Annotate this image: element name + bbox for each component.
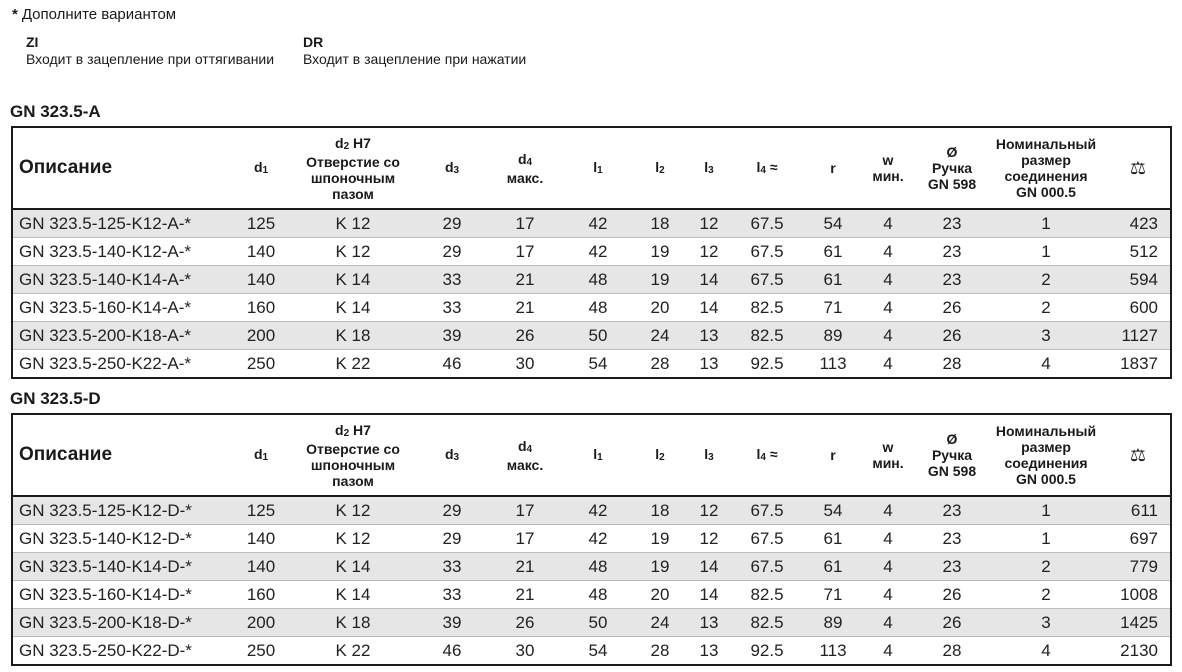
cell-d3: 33 xyxy=(422,553,482,581)
header-w: w мин. xyxy=(858,127,918,209)
cell-d2: K 14 xyxy=(284,294,422,322)
cell-l2: 28 xyxy=(628,350,692,379)
cell-weight: 1127 xyxy=(1106,322,1171,350)
variant-description: Входит в зацепление при нажатии xyxy=(303,51,527,67)
cell-description: GN 323.5-200-K18-A-* xyxy=(12,322,238,350)
cell-l3: 14 xyxy=(692,553,726,581)
header-handle: Ø Ручка GN 598 xyxy=(918,127,986,209)
cell-d4: 17 xyxy=(482,209,568,238)
footnote-star: * xyxy=(12,6,18,23)
cell-description: GN 323.5-140-K14-A-* xyxy=(12,266,238,294)
cell-w: 4 xyxy=(858,238,918,266)
cell-l2: 19 xyxy=(628,553,692,581)
cell-l1: 54 xyxy=(568,350,628,379)
footnote xyxy=(12,6,176,23)
cell-r: 71 xyxy=(808,294,858,322)
variant-code: DR xyxy=(303,34,324,50)
cell-d3: 33 xyxy=(422,581,482,609)
cell-l1: 48 xyxy=(568,581,628,609)
cell-l4: 67.5 xyxy=(726,525,808,553)
cell-handle: 23 xyxy=(918,496,986,525)
cell-handle: 28 xyxy=(918,637,986,666)
header-nominal-size: Номинальный размер соединения GN 000.5 xyxy=(986,414,1106,496)
cell-d4: 17 xyxy=(482,238,568,266)
cell-d3: 29 xyxy=(422,209,482,238)
cell-w: 4 xyxy=(858,496,918,525)
cell-l1: 54 xyxy=(568,637,628,666)
table-row xyxy=(12,581,1171,609)
cell-nominal-size: 4 xyxy=(986,637,1106,666)
cell-handle: 28 xyxy=(918,350,986,379)
cell-d4: 17 xyxy=(482,496,568,525)
cell-d1: 200 xyxy=(238,609,284,637)
table-row xyxy=(12,637,1171,666)
cell-d4: 21 xyxy=(482,581,568,609)
cell-w: 4 xyxy=(858,350,918,379)
cell-d4: 30 xyxy=(482,637,568,666)
cell-l4: 67.5 xyxy=(726,496,808,525)
cell-d2: K 14 xyxy=(284,266,422,294)
header-l1: $l_1$ xyxy=(568,414,628,496)
cell-weight: 600 xyxy=(1106,294,1171,322)
cell-weight: 2130 xyxy=(1106,637,1171,666)
cell-l2: 20 xyxy=(628,294,692,322)
table-row xyxy=(12,266,1171,294)
header-row xyxy=(12,414,1171,496)
cell-d4: 21 xyxy=(482,294,568,322)
cell-l2: 20 xyxy=(628,581,692,609)
table-row xyxy=(12,350,1171,379)
variant-code: ZI xyxy=(26,34,39,50)
cell-l1: 42 xyxy=(568,525,628,553)
variant-dr xyxy=(303,34,526,67)
cell-description: GN 323.5-250-K22-D-* xyxy=(12,637,238,666)
cell-description: GN 323.5-250-K22-A-* xyxy=(12,350,238,379)
cell-weight: 779 xyxy=(1106,553,1171,581)
header-l3: $l_3$ xyxy=(692,127,726,209)
cell-weight: 697 xyxy=(1106,525,1171,553)
header-d4: $d_4$ макс. xyxy=(482,414,568,496)
cell-d3: 39 xyxy=(422,322,482,350)
cell-d1: 140 xyxy=(238,266,284,294)
header-d2: $d_2$ H7 Отверстие со шпоночным пазом xyxy=(284,127,422,209)
cell-l2: 19 xyxy=(628,525,692,553)
cell-l4: 67.5 xyxy=(726,209,808,238)
cell-r: 54 xyxy=(808,496,858,525)
cell-d4: 30 xyxy=(482,350,568,379)
cell-r: 89 xyxy=(808,322,858,350)
cell-l4: 82.5 xyxy=(726,322,808,350)
footnote-text: Дополните вариантом xyxy=(21,6,177,23)
cell-l1: 50 xyxy=(568,322,628,350)
cell-d1: 160 xyxy=(238,294,284,322)
cell-weight: 423 xyxy=(1106,209,1171,238)
table-row xyxy=(12,294,1171,322)
cell-l3: 12 xyxy=(692,238,726,266)
cell-d1: 200 xyxy=(238,322,284,350)
cell-nominal-size: 1 xyxy=(986,209,1106,238)
cell-l3: 12 xyxy=(692,525,726,553)
table-row xyxy=(12,238,1171,266)
cell-l4: 67.5 xyxy=(726,238,808,266)
cell-l1: 42 xyxy=(568,238,628,266)
cell-l2: 18 xyxy=(628,496,692,525)
cell-d1: 125 xyxy=(238,496,284,525)
cell-d2: K 12 xyxy=(284,238,422,266)
cell-d3: 46 xyxy=(422,637,482,666)
cell-l4: 82.5 xyxy=(726,294,808,322)
cell-d1: 125 xyxy=(238,209,284,238)
header-l3: $l_3$ xyxy=(692,414,726,496)
cell-w: 4 xyxy=(858,609,918,637)
cell-d3: 29 xyxy=(422,238,482,266)
cell-l3: 13 xyxy=(692,637,726,666)
cell-nominal-size: 1 xyxy=(986,238,1106,266)
cell-handle: 23 xyxy=(918,238,986,266)
cell-d2: K 22 xyxy=(284,637,422,666)
variant-description: Входит в зацепление при оттягивании xyxy=(26,51,275,67)
cell-d4: 21 xyxy=(482,553,568,581)
cell-weight: 1008 xyxy=(1106,581,1171,609)
cell-l3: 14 xyxy=(692,294,726,322)
cell-l2: 18 xyxy=(628,209,692,238)
cell-w: 4 xyxy=(858,525,918,553)
cell-l2: 24 xyxy=(628,609,692,637)
cell-w: 4 xyxy=(858,294,918,322)
cell-r: 61 xyxy=(808,238,858,266)
header-description: Описание xyxy=(12,414,238,496)
cell-nominal-size: 4 xyxy=(986,350,1106,379)
cell-weight: 1837 xyxy=(1106,350,1171,379)
cell-r: 113 xyxy=(808,637,858,666)
cell-r: 113 xyxy=(808,350,858,379)
cell-l3: 14 xyxy=(692,266,726,294)
weight-icon: ⚖ xyxy=(1106,414,1171,496)
cell-nominal-size: 1 xyxy=(986,496,1106,525)
section-title-a: GN 323.5-A xyxy=(10,102,101,121)
cell-l1: 50 xyxy=(568,609,628,637)
weight-icon: ⚖ xyxy=(1106,127,1171,209)
cell-nominal-size: 3 xyxy=(986,609,1106,637)
cell-l4: 82.5 xyxy=(726,581,808,609)
cell-d4: 26 xyxy=(482,609,568,637)
cell-description: GN 323.5-140-K12-A-* xyxy=(12,238,238,266)
header-l4: $l_4$ ≈ xyxy=(726,414,808,496)
cell-handle: 26 xyxy=(918,581,986,609)
header-description: Описание xyxy=(12,127,238,209)
cell-d3: 39 xyxy=(422,609,482,637)
header-d3: $d_3$ xyxy=(422,127,482,209)
cell-l1: 48 xyxy=(568,294,628,322)
cell-description: GN 323.5-200-K18-D-* xyxy=(12,609,238,637)
cell-r: 61 xyxy=(808,525,858,553)
spec-table-d xyxy=(11,413,1172,666)
cell-d3: 33 xyxy=(422,266,482,294)
cell-l3: 12 xyxy=(692,496,726,525)
cell-l3: 13 xyxy=(692,609,726,637)
table-row xyxy=(12,322,1171,350)
header-d2: $d_2$ H7 Отверстие со шпоночным пазом xyxy=(284,414,422,496)
cell-nominal-size: 2 xyxy=(986,266,1106,294)
cell-l2: 19 xyxy=(628,266,692,294)
cell-weight: 611 xyxy=(1106,496,1171,525)
cell-weight: 1425 xyxy=(1106,609,1171,637)
cell-l3: 12 xyxy=(692,209,726,238)
spec-table-a xyxy=(11,126,1172,379)
cell-w: 4 xyxy=(858,637,918,666)
cell-d1: 140 xyxy=(238,238,284,266)
cell-weight: 512 xyxy=(1106,238,1171,266)
table-row xyxy=(12,209,1171,238)
cell-w: 4 xyxy=(858,266,918,294)
cell-l4: 67.5 xyxy=(726,553,808,581)
cell-nominal-size: 2 xyxy=(986,294,1106,322)
cell-d4: 26 xyxy=(482,322,568,350)
cell-handle: 26 xyxy=(918,609,986,637)
cell-l4: 92.5 xyxy=(726,350,808,379)
table-row xyxy=(12,496,1171,525)
header-w: w мин. xyxy=(858,414,918,496)
cell-nominal-size: 2 xyxy=(986,553,1106,581)
cell-w: 4 xyxy=(858,553,918,581)
cell-l3: 14 xyxy=(692,581,726,609)
cell-d2: K 14 xyxy=(284,581,422,609)
cell-d2: K 22 xyxy=(284,350,422,379)
header-r: r xyxy=(808,414,858,496)
header-l4: $l_4$ ≈ xyxy=(726,127,808,209)
header-d1: $d_1$ xyxy=(238,127,284,209)
cell-d2: K 12 xyxy=(284,209,422,238)
table-row xyxy=(12,553,1171,581)
cell-nominal-size: 3 xyxy=(986,322,1106,350)
cell-description: GN 323.5-160-K14-A-* xyxy=(12,294,238,322)
cell-l3: 13 xyxy=(692,350,726,379)
cell-d2: K 18 xyxy=(284,322,422,350)
cell-d2: K 12 xyxy=(284,525,422,553)
cell-d4: 21 xyxy=(482,266,568,294)
cell-r: 54 xyxy=(808,209,858,238)
header-l2: $l_2$ xyxy=(628,414,692,496)
cell-weight: 594 xyxy=(1106,266,1171,294)
header-l2: $l_2$ xyxy=(628,127,692,209)
header-d1: $d_1$ xyxy=(238,414,284,496)
cell-l2: 28 xyxy=(628,637,692,666)
cell-d4: 17 xyxy=(482,525,568,553)
cell-l1: 42 xyxy=(568,209,628,238)
cell-d1: 140 xyxy=(238,553,284,581)
cell-d1: 140 xyxy=(238,525,284,553)
cell-d3: 29 xyxy=(422,496,482,525)
cell-handle: 23 xyxy=(918,553,986,581)
cell-handle: 26 xyxy=(918,294,986,322)
header-nominal-size: Номинальный размер соединения GN 000.5 xyxy=(986,127,1106,209)
cell-r: 61 xyxy=(808,553,858,581)
cell-d1: 250 xyxy=(238,637,284,666)
cell-handle: 23 xyxy=(918,209,986,238)
cell-description: GN 323.5-125-K12-D-* xyxy=(12,496,238,525)
cell-l3: 13 xyxy=(692,322,726,350)
header-r: r xyxy=(808,127,858,209)
cell-handle: 23 xyxy=(918,266,986,294)
cell-l2: 19 xyxy=(628,238,692,266)
cell-d1: 250 xyxy=(238,350,284,379)
cell-l1: 48 xyxy=(568,266,628,294)
cell-l4: 67.5 xyxy=(726,266,808,294)
cell-l4: 82.5 xyxy=(726,609,808,637)
header-row xyxy=(12,127,1171,209)
cell-description: GN 323.5-140-K12-D-* xyxy=(12,525,238,553)
variant-zi xyxy=(26,34,274,67)
table-row xyxy=(12,525,1171,553)
cell-d3: 33 xyxy=(422,294,482,322)
cell-r: 71 xyxy=(808,581,858,609)
cell-handle: 26 xyxy=(918,322,986,350)
cell-d3: 29 xyxy=(422,525,482,553)
cell-description: GN 323.5-140-K14-D-* xyxy=(12,553,238,581)
cell-l1: 42 xyxy=(568,496,628,525)
header-d4: $d_4$ макс. xyxy=(482,127,568,209)
cell-w: 4 xyxy=(858,209,918,238)
header-l1: $l_1$ xyxy=(568,127,628,209)
cell-d2: K 18 xyxy=(284,609,422,637)
cell-description: GN 323.5-125-K12-A-* xyxy=(12,209,238,238)
cell-l1: 48 xyxy=(568,553,628,581)
cell-w: 4 xyxy=(858,322,918,350)
cell-d1: 160 xyxy=(238,581,284,609)
cell-d2: K 14 xyxy=(284,553,422,581)
cell-handle: 23 xyxy=(918,525,986,553)
table-row xyxy=(12,609,1171,637)
cell-d3: 46 xyxy=(422,350,482,379)
section-title-d: GN 323.5-D xyxy=(10,389,101,408)
cell-l2: 24 xyxy=(628,322,692,350)
cell-r: 89 xyxy=(808,609,858,637)
cell-r: 61 xyxy=(808,266,858,294)
cell-w: 4 xyxy=(858,581,918,609)
cell-description: GN 323.5-160-K14-D-* xyxy=(12,581,238,609)
cell-nominal-size: 1 xyxy=(986,525,1106,553)
cell-nominal-size: 2 xyxy=(986,581,1106,609)
cell-l4: 92.5 xyxy=(726,637,808,666)
cell-d2: K 12 xyxy=(284,496,422,525)
header-handle: Ø Ручка GN 598 xyxy=(918,414,986,496)
header-d3: $d_3$ xyxy=(422,414,482,496)
